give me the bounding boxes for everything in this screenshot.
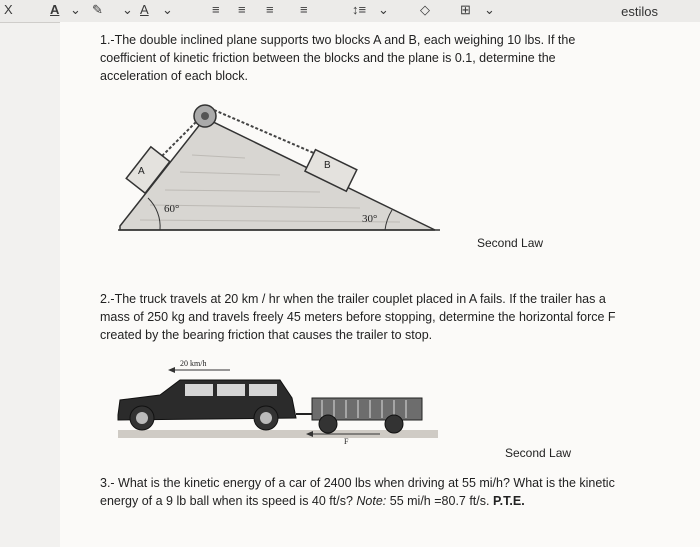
speed-label: 20 km/h [180, 359, 207, 368]
chevron-down-icon[interactable]: ⌄ [162, 2, 173, 17]
problem-2-caption: Second Law [505, 446, 572, 460]
align-right-icon[interactable]: ≡ [266, 2, 274, 17]
close-button[interactable]: X [4, 2, 13, 17]
block-b-label: B [324, 160, 331, 171]
problem-3-text [100, 474, 620, 510]
block-a-label: A [138, 166, 145, 177]
pen-icon[interactable]: ✎ [92, 2, 103, 17]
align-center-icon[interactable]: ≡ [238, 2, 246, 17]
trailer-wheel-front [319, 415, 337, 433]
borders-icon[interactable]: ⊞ [460, 2, 471, 17]
angle-right-label: 30° [362, 213, 378, 225]
angle-left-label: 60° [164, 203, 180, 215]
trailer-wheel-rear [385, 415, 403, 433]
problem-1-text: 1.-The double inclined plane supports two blocks A and B, each weighing 10 lbs. If the coefficient of kinetic friction between the blocks and the plane is 0.1, determine the acceleration of each block. [100, 33, 576, 83]
justify-icon[interactable]: ≡ [300, 2, 308, 17]
problem-3-note-text: 55 mi/h =80.7 ft/s. [386, 494, 493, 508]
force-label: F [344, 437, 349, 446]
problem-2-text: 2.-The truck travels at 20 km / hr when the trailer couplet placed in A fails. If the trailer has a mass of 250 kg and travels freely 45 meters before stopping, determine the horizontal force F created by the bearing friction that causes the trailer to stop. [100, 292, 616, 342]
styles-button[interactable]: estilos [621, 4, 658, 19]
highlight-color-button[interactable]: A [140, 2, 149, 17]
problem-3-note-label: Note: [356, 494, 387, 508]
font-color-button[interactable]: A [50, 2, 60, 17]
problem-3-main: 3.- What is the kinetic energy of a car of 2400 lbs when driving at 55 mi/h? What is the kinetic energy of a 9 lb ball when its speed is 40 ft/s? [100, 476, 615, 508]
shading-icon[interactable]: ◇ [420, 2, 430, 17]
problem-3-pte: P.T.E. [492, 494, 525, 508]
chevron-down-icon[interactable]: ⌄ [378, 2, 389, 17]
chevron-down-icon[interactable]: ⌄ [484, 2, 495, 17]
problem-1-caption: Second Law [477, 236, 544, 250]
chevron-down-icon[interactable]: ⌄ [70, 2, 81, 17]
chevron-down-icon[interactable]: ⌄ [122, 2, 133, 17]
align-left-icon[interactable]: ≡ [212, 2, 220, 17]
line-spacing-icon[interactable]: ↕≡ [352, 2, 367, 17]
